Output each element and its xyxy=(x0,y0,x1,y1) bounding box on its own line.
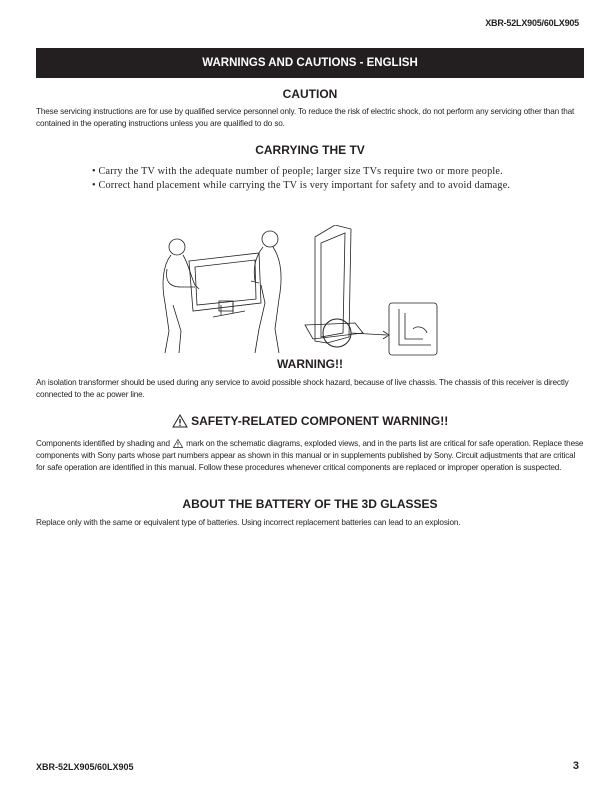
tv-carried xyxy=(189,253,261,317)
footer-model-number: XBR-52LX905/60LX905 xyxy=(36,762,134,772)
safety-text xyxy=(36,438,586,474)
person-left xyxy=(163,239,199,353)
list-item: • Carry the TV with the adequate number of people; larger size TVs require two or more people. xyxy=(92,165,532,179)
safety-heading: SAFETY-RELATED COMPONENT WARNING!! xyxy=(191,414,449,428)
section-banner xyxy=(36,48,584,78)
battery-heading: ABOUT THE BATTERY OF THE 3D GLASSES xyxy=(182,497,438,511)
page-number: 3 xyxy=(572,760,579,772)
safety-text-rest: mark on the schematic diagrams, exploded views, and in the parts list are critical for safe operation. Replace these components with Sony parts whose part numbers appear as shown in this manual or in supplements published by Sony. Circuit adjustments that are critical for safe operation are identified in this manual. Follow these procedures whenever critical components are replaced or improper operation is suspected. xyxy=(36,439,584,472)
safety-heading-row xyxy=(36,414,584,428)
battery-text: Replace only with the same or equivalent type of batteries. Using incorrect replacement batteries can lead to an explosion. xyxy=(36,518,461,527)
list-item: • Correct hand placement while carrying the TV is very important for safety and to avoid damage. xyxy=(92,179,532,193)
warning-triangle-icon xyxy=(173,439,183,448)
tv-carrying-illustration xyxy=(155,225,445,357)
caution-text: These servicing instructions are for use by qualified service personnel only. To reduce the risk of electric shock, do not perform any servicing other than that contained in the operating instructions unless you are qualified to do so. xyxy=(36,107,575,128)
carrying-bullet-list xyxy=(92,165,532,192)
carrying-heading: CARRYING THE TV xyxy=(255,143,365,157)
safety-text-start: Components identified by shading and xyxy=(36,439,170,448)
tv-side-view xyxy=(305,225,363,343)
caution-heading: CAUTION xyxy=(282,87,338,101)
warning-triangle-icon xyxy=(172,414,188,428)
banner-title: WARNINGS AND CAUTIONS - ENGLISH xyxy=(202,57,418,69)
header-model-number: XBR-52LX905/60LX905 xyxy=(485,18,579,28)
warning-text: An isolation transformer should be used during any service to avoid possible shock hazard, because of live chassis. The chassis of this receiver is directly connected to the ac power line. xyxy=(36,378,569,399)
zoom-highlight-circle xyxy=(323,319,351,347)
detail-inset xyxy=(389,303,437,355)
warning-heading: WARNING!! xyxy=(277,357,343,371)
